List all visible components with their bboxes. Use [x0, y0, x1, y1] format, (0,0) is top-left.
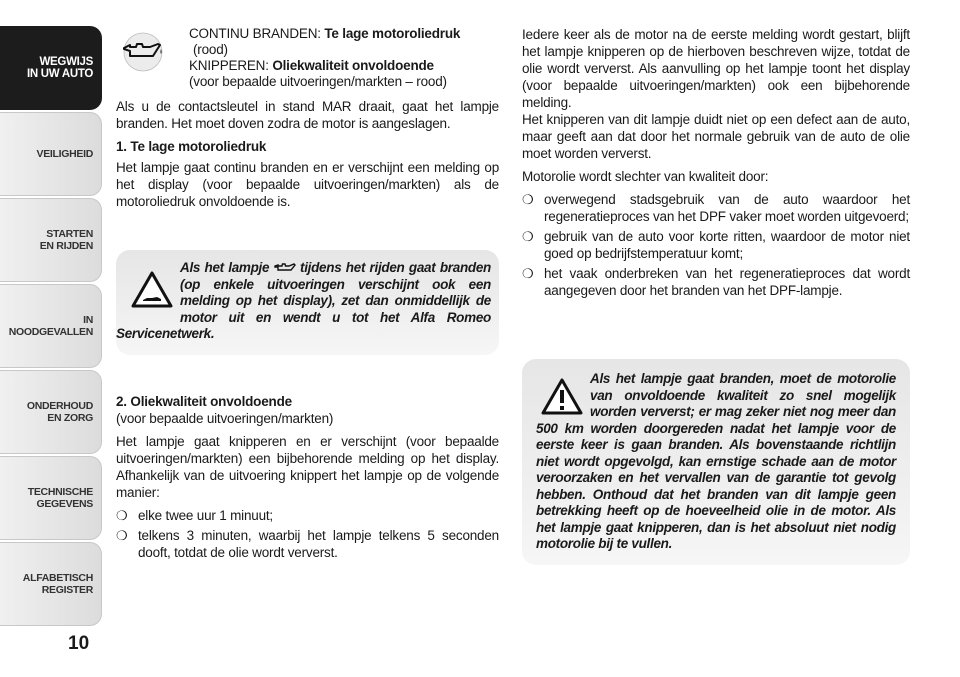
flash-pattern-list	[116, 507, 499, 561]
right-paragraph-1: Iedere keer als de motor na de eerste melding wordt gestart, blijft het lampje knipperen op de hierboven beschreven wijze, totdat de olie wordt ververst. Als aanvulling op het lampje toont het display (voor bepaalde uitvoeringen/markten) ook een bijbehorende melding.	[522, 27, 910, 110]
tab-noodgevallen[interactable]: IN NOODGEVALLEN	[0, 284, 102, 368]
oil-can-icon	[116, 32, 170, 72]
left-column	[116, 26, 499, 564]
header-line-2: (rood)	[193, 42, 228, 57]
right-paragraph-2: Het knipperen van dit lampje duidt niet op een defect aan de auto, maar geeft aan dat door het normale gebruik van de auto de olie moet worden ververst.	[522, 112, 910, 161]
section-1-title: 1. Te lage motoroliedruk	[116, 139, 267, 154]
section-1-text: Het lampje gaat continu branden en er verschijnt een melding op het display (voor bepaalde uitvoeringen/markten) als de motoroliedruk onvoldoende is.	[116, 160, 499, 209]
bullet-icon: ❍	[522, 266, 534, 281]
section-2-text: Het lampje gaat knipperen en er verschijnt (voor bepaalde uitvoeringen/markten) een bijbehorende melding op het display. Afhankelijk van de uitvoering knippert het lampje op de volgende manier:	[116, 433, 499, 500]
section-2	[116, 393, 499, 561]
section-2-title: 2. Oliekwaliteit onvoldoende	[116, 393, 292, 409]
header-lines	[189, 26, 460, 90]
tab-veiligheid[interactable]: VEILIGHEID	[0, 112, 102, 196]
list-item: ❍ gebruik van de auto voor korte ritten, waardoor de motor niet goed op bedrijfstemperatuur komt;	[522, 229, 910, 261]
list-item: ❍ overwegend stadsgebruik van de auto waardoor het regeneratieproces van het DPF vaker moet worden uitgevoerd;	[522, 192, 910, 224]
list-item: ❍ elke twee uur 1 minuut;	[116, 507, 273, 523]
intro-paragraph: Als u de contactsleutel in stand MAR draait, gaat het lampje branden. Het moet doven zodra de motor is aangeslagen.	[116, 99, 499, 131]
page-number: 10	[68, 633, 90, 654]
header-line-1: CONTINU BRANDEN: Te lage motoroliedruk	[189, 26, 461, 41]
list-item: ❍ het vaak onderbreken van het regeneratieproces dat wordt aangegeven door het branden van het DPF-lampje.	[522, 266, 910, 298]
right-paragraph-3: Motorolie wordt slechter van kwaliteit door:	[522, 169, 769, 184]
oil-can-inline-icon	[274, 261, 296, 273]
oil-degradation-list	[522, 191, 910, 299]
bullet-icon: ❍	[522, 192, 534, 207]
warning-light-header	[116, 26, 499, 94]
list-item: ❍ telkens 3 minuten, waarbij het lampje telkens 5 seconden dooft, totdat de olie wordt ververst.	[116, 527, 499, 560]
header-line-3: KNIPPEREN: Oliekwaliteit onvoldoende	[189, 58, 434, 73]
warning-triangle-icon	[130, 270, 174, 310]
oil-pressure-warning-box	[116, 250, 499, 355]
warning-text: Als het lampje tijdens het rijden gaat branden (op enkele uitvoeringen verschijnt ook een melding op het display), zet dan onmiddellijk de motor uit en wendt u tot het Alfa Romeo Servicenetwerk.	[116, 260, 491, 341]
bullet-icon: ❍	[522, 229, 534, 244]
tab-technische[interactable]: TECHNISCHE GEGEVENS	[0, 456, 102, 540]
tab-starten[interactable]: STARTEN EN RIJDEN	[0, 198, 102, 282]
section-2-subtitle: (voor bepaalde uitvoeringen/markten)	[116, 410, 334, 426]
warning-triangle-icon	[540, 377, 584, 417]
right-column	[522, 26, 910, 551]
bullet-icon: ❍	[116, 507, 128, 523]
header-line-4: (voor bepaalde uitvoeringen/markten – rood)	[189, 74, 447, 89]
bullet-icon: ❍	[116, 527, 128, 543]
warning-text: Als het lampje gaat branden, moet de motorolie van onvoldoende kwaliteit zo snel mogelijk worden ververst; er mag zeker niet nog meer dan 500 km worden doorgereden nadat het lampje voor de eerste keer is gaan branden. Als bovenstaande richtlijn niet wordt opgevolgd, kan ernstige schade aan de motor veroorzaken en het vervallen van de garantie tot gevolg hebben. Onthoud dat het branden van dit lampje geen betrekking heeft op de hoeveelheid olie in de motor. Als het lampje gaat knipperen, dan is het absoluut niet nodig motorolie bij te vullen.	[536, 371, 896, 551]
tab-register[interactable]: ALFABETISCH REGISTER	[0, 542, 102, 626]
oil-quality-warning-box	[522, 359, 910, 565]
tab-onderhoud[interactable]: ONDERHOUD EN ZORG	[0, 370, 102, 454]
tab-wegwijs[interactable]: WEGWIJS IN UW AUTO	[0, 26, 102, 110]
